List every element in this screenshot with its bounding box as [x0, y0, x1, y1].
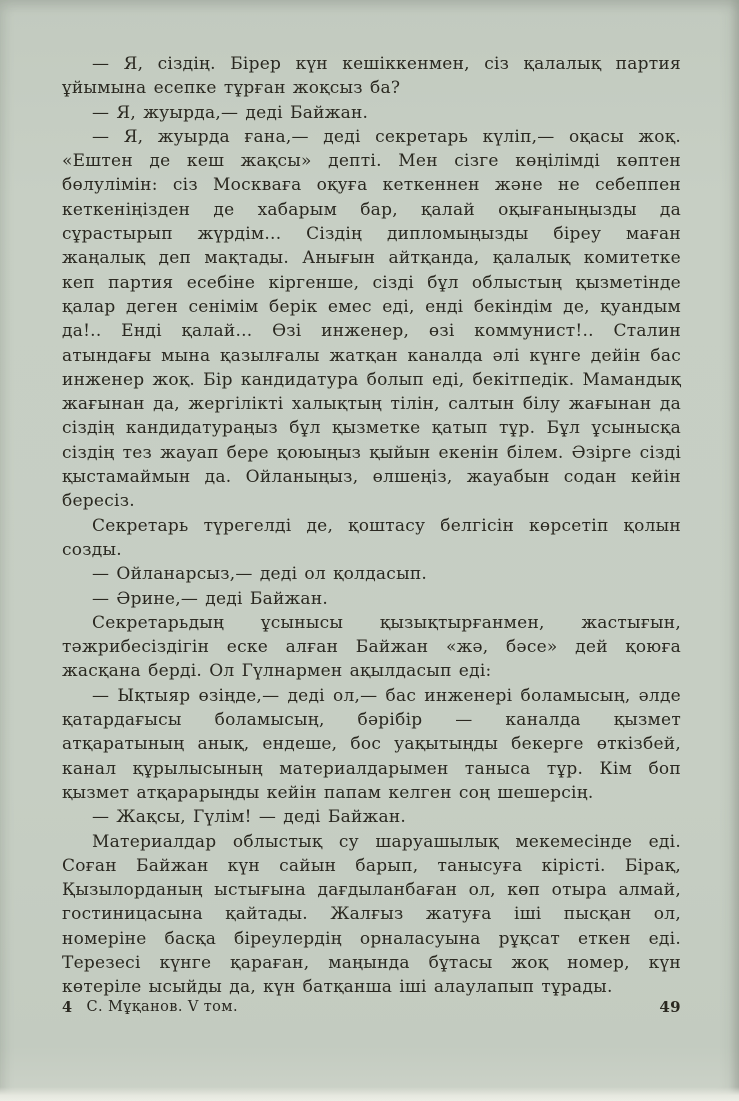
paragraph-dialogue: — Ойланарсыз,— деді ол қолдасып. [92, 564, 428, 585]
scan-right-edge-shade [729, 0, 739, 1101]
scan-bottom-edge [0, 1087, 739, 1101]
page-footer [62, 998, 681, 1016]
page-text [62, 52, 681, 1000]
paragraph-dialogue: — Әрине,— деді Байжан. [92, 588, 329, 609]
book-credit: С. Мұқанов. V том. [86, 999, 238, 1015]
paragraph-dialogue: — Я, жуырда,— деді Байжан. [92, 102, 369, 123]
paragraph: Секретарьдың ұсынысы қызықтырғанмен, жастығын, тәжрибесіздігін еске алған Байжан «жә, бәсе» дей қоюға жасқана берді. Ол Гүлнармен ақылдасып еді: [62, 612, 681, 682]
signature-number: 4 [62, 999, 73, 1016]
paragraph-dialogue: — Я, сіздің. Бірер күн кешіккенмен, сіз қалалық партия ұйымына есепке тұрған жоқсыз ба? [62, 54, 681, 99]
paragraph-dialogue: — Ықтыяр өзіңде,— деді ол,— бас инженері боламысың, әлде қатардағысы боламысың, бәрібір — каналда қызмет атқаратының анық, ендеше, бос уақытыңды бекерге өткізбей, канал құрылысының материалдарымен таныса тұр. Кім боп қызмет атқарарыңды кейін папам келген соң шешерсің. [62, 685, 681, 803]
page-number: 49 [659, 998, 681, 1016]
paragraph-dialogue: — Я, жуырда ғана,— деді секретарь күліп,— оқасы жоқ. «Ештен де кеш жақсы» депті. Мен сізге көңілімді көптен бөлулімін: сіз Москваға оқуға кеткеннен және не себеппен кеткеніңізден де хабарым бар, қалай оқығаныңызды да сұрастырып жүрдім... Сіздің дипломыңызды біреу маған жаңалық деп мақтады. Анығын айтқанда, қалалық комитетке кеп партия есебіне кіргенше, сізді бұл облыстың қызметінде қалар деген сенімім берік емес еді, енді бекіндім де, қуандым да!.. Енді қалай... Өзі инженер, өзі коммунист!.. Сталин атындағы мына қазылғалы жатқан каналда әлі күнге дейін бас инженер жоқ. Бір кандидатура болып еді, бекітпедік. Мамандық жағынан да, жергілікті халықтың тілін, салтын білу жағынан да сіздің кандидатураңыз бұл қызметке қатып тұр. Бұл ұсынысқа сіздің тез жауап бере қоюыңыз қыйын екенін білем. Әзірге сізді қыстамаймын да. Ойланыңыз, өлшеңіз, жауабын содан кейін бересіз. [62, 126, 681, 512]
paragraph: Материалдар облыстық су шаруашылық мекемесінде еді. Соған Байжан күн сайын барып, танысуға кірісті. Бірақ, Қызылорданың ыстығына дағдыланбаған ол, көп отыра алмай, гостиницасына қайтады. Жалғыз жатуға іші пысқан ол, номеріне басқа біреулердің орналасуына рұқсат еткен еді. Терезесі күнге қараған, маңында бұтасы жоқ номер, күн көтеріле ысыйды да, күн батқанша іші алаулапып тұрады. [62, 831, 681, 998]
paragraph: Секретарь түрегелді де, қоштасу белгісін көрсетіп қолын созды. [62, 515, 681, 560]
book-signature [62, 999, 238, 1016]
paragraph-dialogue: — Жақсы, Гүлім! — деді Байжан. [92, 807, 407, 828]
